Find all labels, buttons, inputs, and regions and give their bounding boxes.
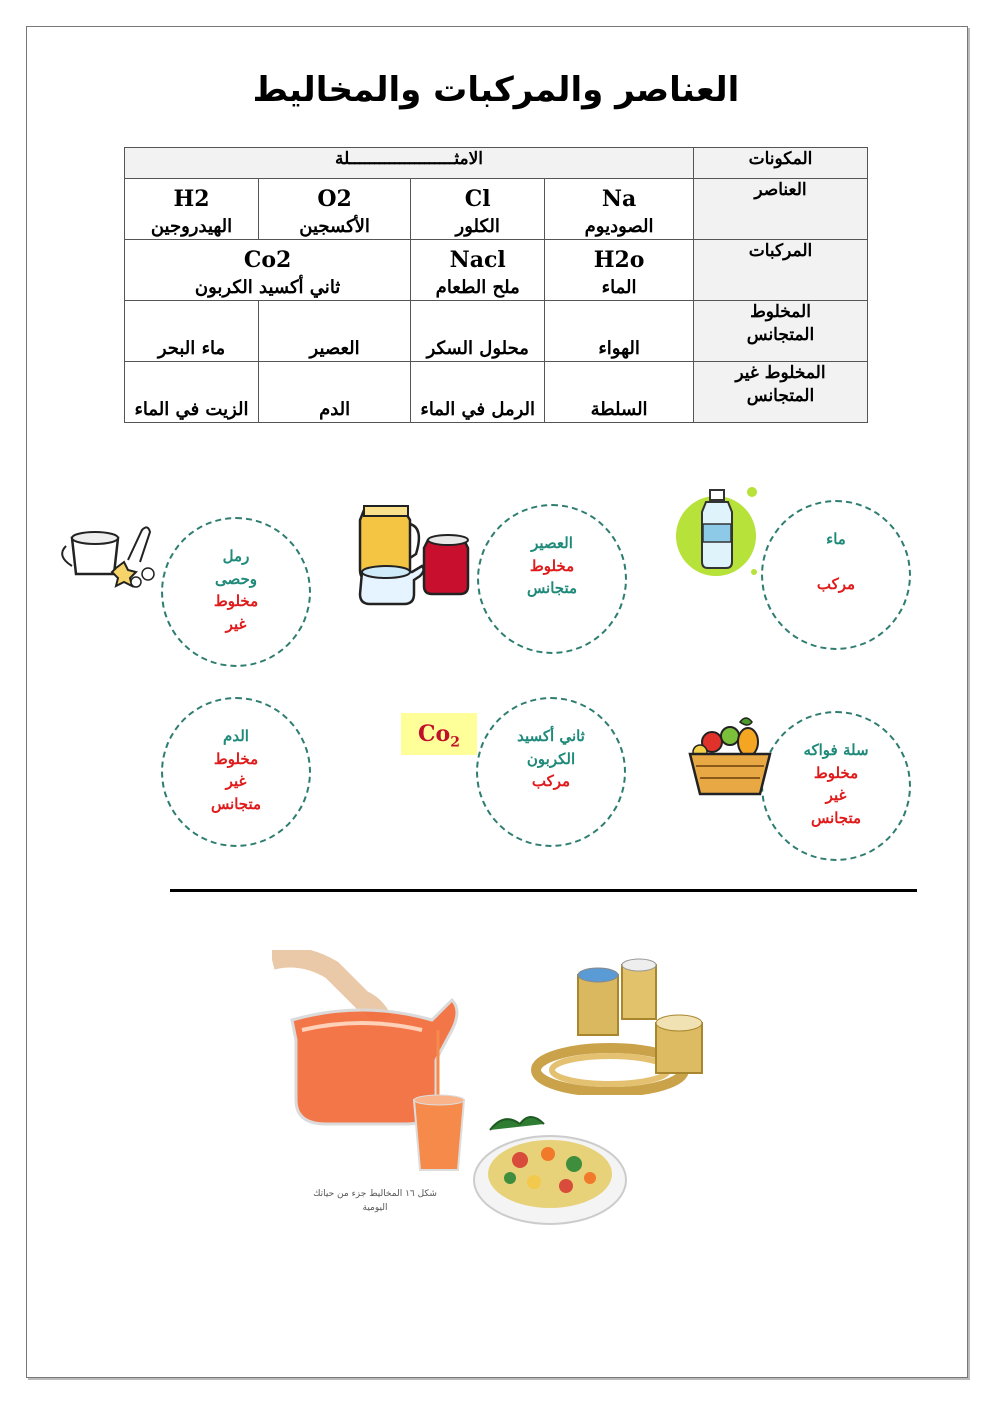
circle-fruit-basket [761,711,911,861]
table-row [125,301,868,362]
table-cell [545,240,694,301]
table-cell: محلول السكر [411,301,545,362]
table-row [125,362,868,423]
circle-subtype: غير [225,772,247,790]
circle-title: الدم [223,727,249,745]
circle-type: مخلوط [813,763,859,782]
circle-co2 [476,697,626,847]
cell-name: الأكسجين [299,215,370,237]
table-cell [259,179,411,240]
table-cell [411,179,545,240]
cell-name: ثاني أكسيد الكربون [194,276,341,298]
table-row [125,179,868,240]
circle-title: ماء [826,530,846,548]
co2-formula-box [401,713,477,755]
sand-bucket-icon [52,516,160,608]
cell-symbol: H2 [173,186,210,213]
table-cell: الرمل في الماء [411,362,545,423]
header-examples: الامثـــــــــــــــــــــلة [125,148,694,179]
table-header-row [125,148,868,179]
cell-name: ملح الطعام [435,276,520,298]
cell-symbol: H2o [593,247,645,274]
page-title: العناصر والمركبات والمخاليط [252,70,740,110]
cell-symbol: Co2 [243,247,292,274]
row-label-line: المخلوط [750,302,811,322]
circle-type: مخلوط [529,556,575,575]
photo-caption: شكل ١٦ المخاليط جزء من حياتك اليومية [313,1189,437,1213]
juice-pitchers-icon [356,496,476,608]
circle-line [763,551,909,573]
cell-symbol: Nacl [449,247,506,274]
cell-name: الكلور [455,215,500,237]
circle-subtype: متجانس [526,579,578,597]
row-label-line: المتجانس [746,385,815,406]
row-label-line: المخلوط غير [735,363,826,383]
section-divider [170,889,917,892]
table-row [125,240,868,301]
row-label-line: المتجانس [746,324,815,345]
row-label-heterogeneous [694,362,868,423]
table-cell: ماء البحر [125,301,259,362]
table-cell [125,179,259,240]
circle-subtype: متجانس [810,808,862,827]
co2-main: Co [418,721,451,747]
header-components: المكونات [694,148,868,179]
circle-title: سلة فواكه [803,741,869,759]
circle-subtype: غير [825,786,847,804]
circle-juice [477,504,627,654]
circle-type: مركب [531,772,571,790]
water-bottle-icon [672,484,762,580]
row-label-homogeneous [694,301,868,362]
fruit-basket-icon [686,712,774,804]
table-cell [125,240,411,301]
circle-subtype: متجانس [210,794,262,813]
circle-title: رمل [222,547,250,565]
circle-subtype: غير [225,614,247,633]
circle-title: ثاني أكسيد [517,727,585,745]
row-label-compounds: المركبات [694,240,868,301]
cell-name: الماء [601,276,637,298]
circle-water [761,500,911,650]
circle-type: مخلوط [213,592,259,610]
cell-name: الصوديوم [584,215,654,237]
table-cell [545,179,694,240]
co2-subscript: 2 [450,734,460,751]
components-table [124,147,868,423]
circle-title: الكربون [526,749,576,768]
circle-title: العصير [531,534,573,552]
table-cell: العصير [259,301,411,362]
row-label-elements: العناصر [694,179,868,240]
circle-sand [161,517,311,667]
cell-symbol: Na [601,186,637,213]
circle-type: مخلوط [213,749,259,768]
table-cell: الهواء [545,301,694,362]
juice-pouring-photo [272,950,472,1180]
table-cell: الدم [259,362,411,423]
circle-blood [161,697,311,847]
copper-wire-photo [530,955,720,1095]
circle-type: مركب [816,574,856,593]
salad-photo [470,1110,630,1230]
table-cell: الزيت في الماء [125,362,259,423]
circle-title: وحصى [214,569,258,588]
cell-symbol: O2 [317,186,352,213]
cell-name: الهيدروجين [150,215,233,237]
table-cell [411,240,545,301]
table-cell: السلطة [545,362,694,423]
cell-symbol: Cl [464,186,491,213]
